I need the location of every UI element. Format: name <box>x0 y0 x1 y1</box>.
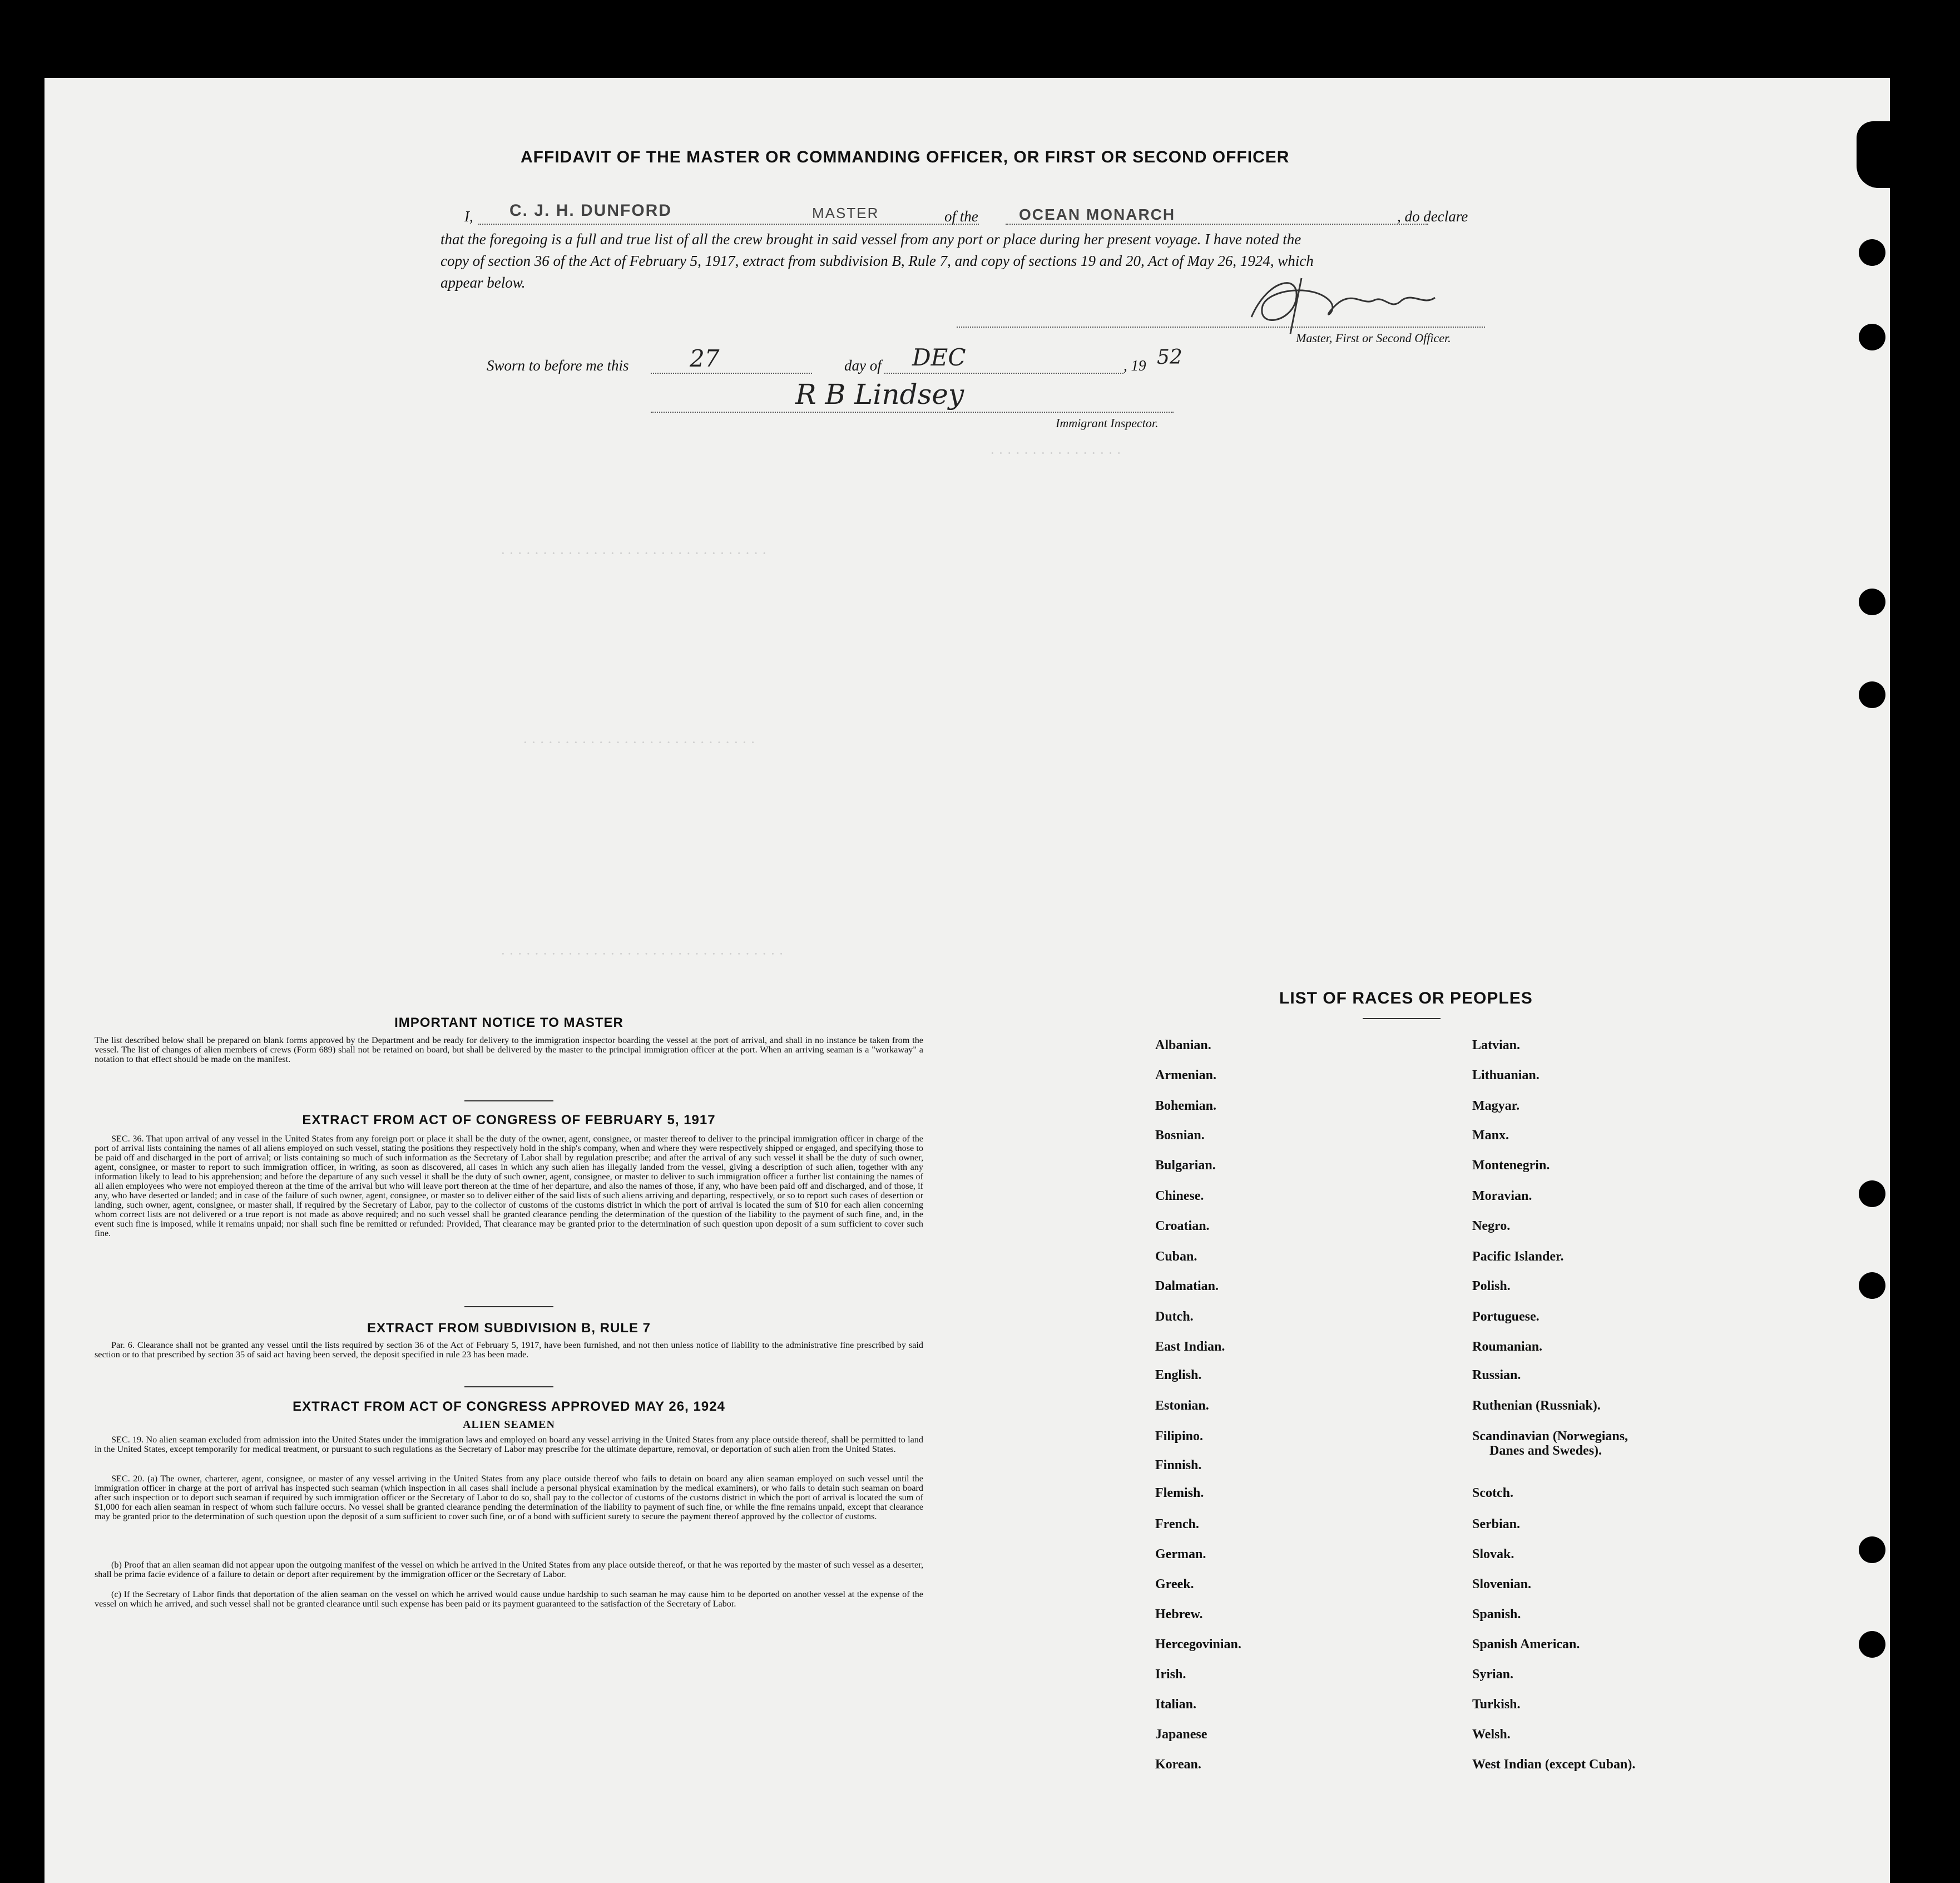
race-item: Pacific Islander. <box>1472 1249 1564 1264</box>
race-item: Bulgarian. <box>1155 1158 1216 1173</box>
race-item: Estonian. <box>1155 1398 1209 1413</box>
divider <box>464 1306 553 1307</box>
divider <box>464 1100 553 1101</box>
bleed-through-mark: · · · · · · · · · · · · · · · · · · · · · · · · · · · · <box>523 734 755 750</box>
race-item: Dalmatian. <box>1155 1279 1219 1293</box>
race-item: Slovak. <box>1472 1547 1514 1561</box>
race-item: Lithuanian. <box>1472 1068 1540 1083</box>
do-declare: , do declare <box>1397 208 1468 225</box>
race-item: Latvian. <box>1472 1038 1521 1052</box>
day-rule <box>651 373 812 374</box>
race-item: West Indian (except Cuban). <box>1472 1757 1636 1772</box>
punch-hole <box>1859 1536 1885 1563</box>
race-item: Japanese <box>1155 1727 1207 1742</box>
master-name-stamp: C. J. H. DUNFORD <box>509 201 672 220</box>
race-item: German. <box>1155 1547 1206 1561</box>
race-item: Spanish. <box>1472 1607 1521 1622</box>
day-of-label: day of <box>844 357 882 374</box>
rule7-text: Par. 6. Clearance shall not be granted any vessel until the lists required by section 36 of the Act of February 5, 1917, have been furnished, and not then unless notice of liability to the administrative fine prescribed by said section or to that prescribed by section 35 of said act having been served, the deposit specified in rule 23 has been made. <box>95 1340 923 1360</box>
extract-1917-text: SEC. 36. That upon arrival of any vessel in the United States from any foreign port or place it shall be the duty of the owner, agent, consignee, or master thereof to deliver to the principal immigration officer in charge of the port of arrival lists containing the names of all aliens employed on such vessel, stating the positions they respectively hold in the ship's company, when and where they were respectively shipped or engaged, and specifying those to be paid off and discharged in the port of arrival; or lists containing so much of such information as the Secretary of Labor shall by regulation prescribe; and after the arrival of any such vessel it shall be the duty of such owner, agent, consignee, or master to report to such immigration officer, in writing, as soon as discovered, all cases in which any such alien has illegally landed from the vessel, giving a description of such alien, together with any information likely to lead to his apprehension; and before the departure of any such vessel it shall be the duty of such owner, agent, consignee, or master to deliver to such immigration officer a further list containing the names of all alien employees who were not employed thereon at the time of the arrival but who will leave port thereon at the time of her departure, and also the names of those, if any, who have been paid off and discharged, and of those, if any, who have deserted or landed; and in case of the failure of such owner, agent, consignee, or master so to deliver either of the said lists of such aliens arriving and departing, respectively, or so to report such cases of desertion or landing, such owner, agent, consignee, or master shall, if required by the Secretary of Labor, pay to the collector of customs of the customs district in which the port of arrival is located the sum of $10 for each alien concerning whom correct lists are not delivered or a true report is not made as above required; and no such vessel shall be granted clearance pending the determination of the question of the liability to the payment of such fine, and, in the event such fine is imposed, while it remains unpaid; nor shall such fine be remitted or refunded: Provided, That clearance may be granted prior to the determination of such question upon deposit of a sum sufficient to cover such fine. <box>95 1134 923 1238</box>
race-item: Roumanian. <box>1472 1340 1543 1354</box>
sec19-text: SEC. 19. No alien seaman excluded from admission into the United States under the immigration laws and employed on board any vessel arriving in the United States from any place outside thereof, shall be permitted to land in the United States, except temporarily for medical treatment, or pursuant to such regulations as the Secretary of Labor may prescribe for the ultimate departure, removal, or deportation of such alien from the United States. <box>95 1435 923 1454</box>
race-item: Moravian. <box>1472 1189 1532 1203</box>
race-item: Finnish. <box>1155 1458 1202 1472</box>
name-rule <box>478 224 979 225</box>
race-item: Armenian. <box>1155 1068 1216 1083</box>
extract-1924-title: EXTRACT FROM ACT OF CONGRESS APPROVED MAY 26, 1924 <box>293 1399 725 1414</box>
race-item: Turkish. <box>1472 1697 1521 1712</box>
race-item: English. <box>1155 1368 1202 1382</box>
year-suffix: 52 <box>1157 346 1182 369</box>
notice-title: IMPORTANT NOTICE TO MASTER <box>394 1015 623 1030</box>
race-item: Hebrew. <box>1155 1607 1203 1622</box>
divider <box>1363 1018 1441 1019</box>
race-item: Bohemian. <box>1155 1099 1217 1113</box>
race-item: Portuguese. <box>1472 1309 1540 1324</box>
sworn-day: 27 <box>690 345 720 372</box>
race-item: Ruthenian (Russniak). <box>1472 1398 1601 1413</box>
race-item: Croatian. <box>1155 1219 1210 1233</box>
race-item: Hercegovinian. <box>1155 1637 1241 1652</box>
race-item: Chinese. <box>1155 1189 1204 1203</box>
affidavit-line-1: that the foregoing is a full and true list of all the crew brought in said vessel from any port or place during her present voyage. I have noted the <box>440 231 1301 248</box>
race-item: Albanian. <box>1155 1038 1211 1052</box>
vessel-rule <box>1006 224 1428 225</box>
torn-corner <box>1857 121 1890 188</box>
affidavit-line-2: copy of section 36 of the Act of February 5, 1917, extract from subdivision B, Rule 7, and copy of sections 19 and 20, Act of May 26, 1924, which <box>440 253 1314 269</box>
bleed-through-mark: · · · · · · · · · · · · · · · · · · · · · · · · · · · · · · · · · · <box>501 946 784 962</box>
bleed-through-mark: · · · · · · · · · · · · · · · · <box>990 445 1122 461</box>
race-item: Syrian. <box>1472 1667 1514 1682</box>
races-title: LIST OF RACES OR PEOPLES <box>1279 989 1533 1007</box>
race-item: Montenegrin. <box>1472 1158 1550 1173</box>
sworn-label: Sworn to before me this <box>487 357 629 374</box>
of-the-label: of the <box>944 208 978 225</box>
divider <box>464 1386 553 1387</box>
race-item: Dutch. <box>1155 1309 1194 1324</box>
race-item: Bosnian. <box>1155 1128 1205 1143</box>
vessel-name-stamp: OCEAN MONARCH <box>1019 206 1176 223</box>
extract-1917-title: EXTRACT FROM ACT OF CONGRESS OF FEBRUARY 5, 1917 <box>302 1113 716 1128</box>
punch-hole <box>1859 681 1885 708</box>
punch-hole <box>1859 1631 1885 1658</box>
sec20b-text: (b) Proof that an alien seaman did not appear upon the outgoing manifest of the vessel on which he arrived in the United States from any place outside thereof, or that he was reported by the master of such vessel as a deserter, shall be prima facie evidence of a failure to detain or deport after requirement by the immigration officer or the Secretary of Labor. <box>95 1560 923 1579</box>
master-signature <box>1235 267 1474 339</box>
rank-stamp: MASTER <box>812 205 879 221</box>
race-item: Cuban. <box>1155 1249 1197 1264</box>
race-item: Flemish. <box>1155 1486 1204 1500</box>
race-item: Serbian. <box>1472 1517 1521 1531</box>
affidavit-line-3: appear below. <box>440 274 526 291</box>
rule7-title: EXTRACT FROM SUBDIVISION B, RULE 7 <box>367 1321 651 1336</box>
race-item: Negro. <box>1472 1219 1511 1233</box>
race-item: Greek. <box>1155 1577 1194 1592</box>
inspector-signature: R B Lindsey <box>795 378 964 411</box>
race-item: Scotch. <box>1472 1486 1513 1500</box>
year-prefix: , 19 <box>1123 357 1146 374</box>
bleed-through-mark: · · · · · · · · · · · · · · · · · · · · · · · · · · · · · · · · <box>501 545 767 561</box>
punch-hole <box>1859 1180 1885 1207</box>
inspector-rule <box>651 412 1174 413</box>
race-item: Welsh. <box>1472 1727 1511 1742</box>
punch-hole <box>1859 589 1885 615</box>
form-sheet <box>44 78 1890 1883</box>
notice-text: The list described below shall be prepared on blank forms approved by the Department and be ready for delivery to the immigration inspector boarding the vessel at the port of arrival, and shall in no instance be taken from the vessel. The list of changes of alien members of crews (Form 689) shall not be retained on board, but shall be delivered by the master to the principal immigration officer at the port. When an arriving seaman is a "workaway" a notation to that effect should be made on the manifest. <box>95 1035 923 1064</box>
race-item: French. <box>1155 1517 1199 1531</box>
sec20c-text: (c) If the Secretary of Labor finds that deportation of the alien seaman on the vessel on which he arrived would cause undue hardship to such seaman he may cause him to be deported on another vessel at the expense of the vessel on which he arrived, and such vessel shall not be granted clearance until such expense has been paid or its payment guaranteed to the satisfaction of the Secretary of Labor. <box>95 1589 923 1609</box>
race-item: Manx. <box>1472 1128 1509 1143</box>
punch-hole <box>1859 1272 1885 1299</box>
race-item: Danes and Swedes). <box>1489 1444 1602 1458</box>
race-item: Polish. <box>1472 1279 1511 1293</box>
race-item: East Indian. <box>1155 1340 1225 1354</box>
race-item: Irish. <box>1155 1667 1186 1682</box>
punch-hole <box>1859 324 1885 350</box>
race-item: Spanish American. <box>1472 1637 1580 1652</box>
inspector-caption: Immigrant Inspector. <box>1056 416 1159 430</box>
extract-1924-subtitle: ALIEN SEAMEN <box>463 1419 555 1431</box>
race-item: Filipino. <box>1155 1429 1204 1444</box>
sworn-month: DEC <box>912 344 966 371</box>
race-item: Slovenian. <box>1472 1577 1532 1592</box>
race-item: Korean. <box>1155 1757 1201 1772</box>
signature-caption: Master, First or Second Officer. <box>1296 331 1451 345</box>
punch-hole <box>1859 239 1885 266</box>
signature-rule <box>957 327 1485 328</box>
race-item: Scandinavian (Norwegians, <box>1472 1429 1629 1444</box>
i-label: I, <box>464 208 473 225</box>
affidavit-title: AFFIDAVIT OF THE MASTER OR COMMANDING OFFICER, OR FIRST OR SECOND OFFICER <box>521 148 1290 166</box>
race-item: Magyar. <box>1472 1099 1520 1113</box>
month-rule <box>884 373 1123 374</box>
race-item: Russian. <box>1472 1368 1521 1382</box>
race-item: Italian. <box>1155 1697 1197 1712</box>
sec20a-text: SEC. 20. (a) The owner, charterer, agent, consignee, or master of any vessel arriving in the United States from any place outside thereof who fails to detain on board any alien seaman employed on such vessel until the immigration officer in charge at the port of arrival has inspected such seaman (which inspection in all cases shall include a personal physical examination by the medical examiners), or who fails to detain such seaman on board after such inspection or to deport such seaman if required by such immigration officer or the Secretary of Labor to do so, shall pay to the collector of customs of the customs district in which the port of arrival is located the sum of $1,000 for each alien seaman in respect of whom such failure occurs. No vessel shall be granted clearance pending the determination of the liability to payment of such fine, or while the fine remains unpaid, except that clearance may be granted prior to the determination of such question upon the deposit of a sum sufficient to cover such fine, or of a bond with sufficient surety to secure the payment thereof approved by the collector of customs. <box>95 1474 923 1521</box>
